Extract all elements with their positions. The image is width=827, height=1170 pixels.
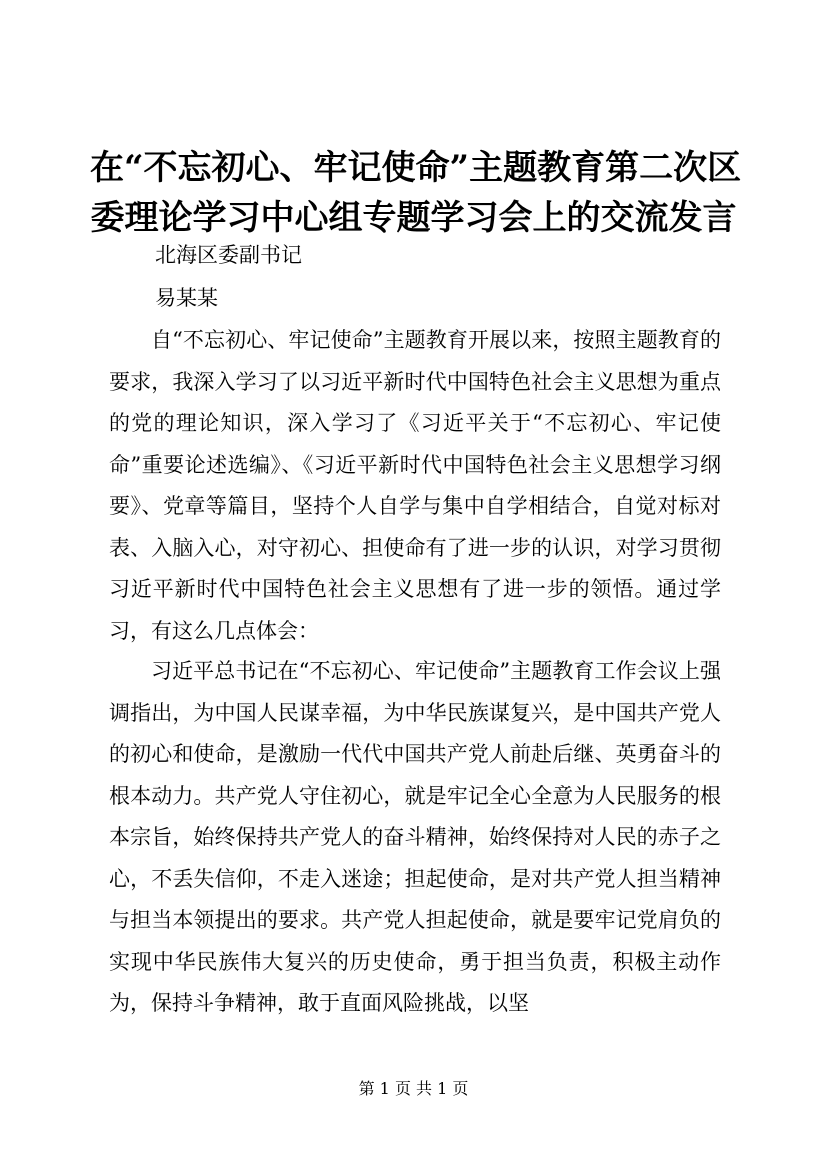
title-line-2: 委理论学习中心组专题学习会上的交流发言: [90, 198, 737, 238]
page-footer: 第 1 页 共 1 页: [358, 1079, 469, 1098]
author-role: 北海区委副书记: [155, 243, 302, 267]
title-line-1: 在“不忘初心、牢记使命”主题教育第二次区: [90, 148, 742, 188]
author-name: 易某某: [155, 286, 218, 310]
document-title: [90, 143, 742, 243]
body-paragraph-1: 自“不忘初心、牢记使命”主题教育开展以来，按照主题教育的要求，我深入学习了以习近平新时代中国特色社会主义思想为重点的党的理论知识，深入学习了《习近平关于“不忘初心、牢记使命”重要论述选编》、《习近平新时代中国特色社会主义思想学习纲要》、党章等篇目，坚持个人自学与集中自学相结合，自觉对标对表、入脑入心，对守初心、担使命有了进一步的认识，对学习贯彻习近平新时代中国特色社会主义思想有了进一步的领悟。通过学习，有这么几点体会：: [109, 328, 721, 643]
body-paragraph-2: 习近平总书记在“不忘初心、牢记使命”主题教育工作会议上强调指出，为中国人民谋幸福，为中华民族谋复兴，是中国共产党人的初心和使命，是激励一代代中国共产党人前赴后继、英勇奋斗的根本动力。共产党人守住初心，就是牢记全心全意为人民服务的根本宗旨，始终保持共产党人的奋斗精神，始终保持对人民的赤子之心，不丢失信仰，不走入迷途；担起使命，是对共产党人担当精神与担当本领提出的要求。共产党人担起使命，就是要牢记党肩负的实现中华民族伟大复兴的历史使命，勇于担当负责，积极主动作为，保持斗争精神，敢于直面风险挑战，以坚: [109, 659, 721, 1015]
